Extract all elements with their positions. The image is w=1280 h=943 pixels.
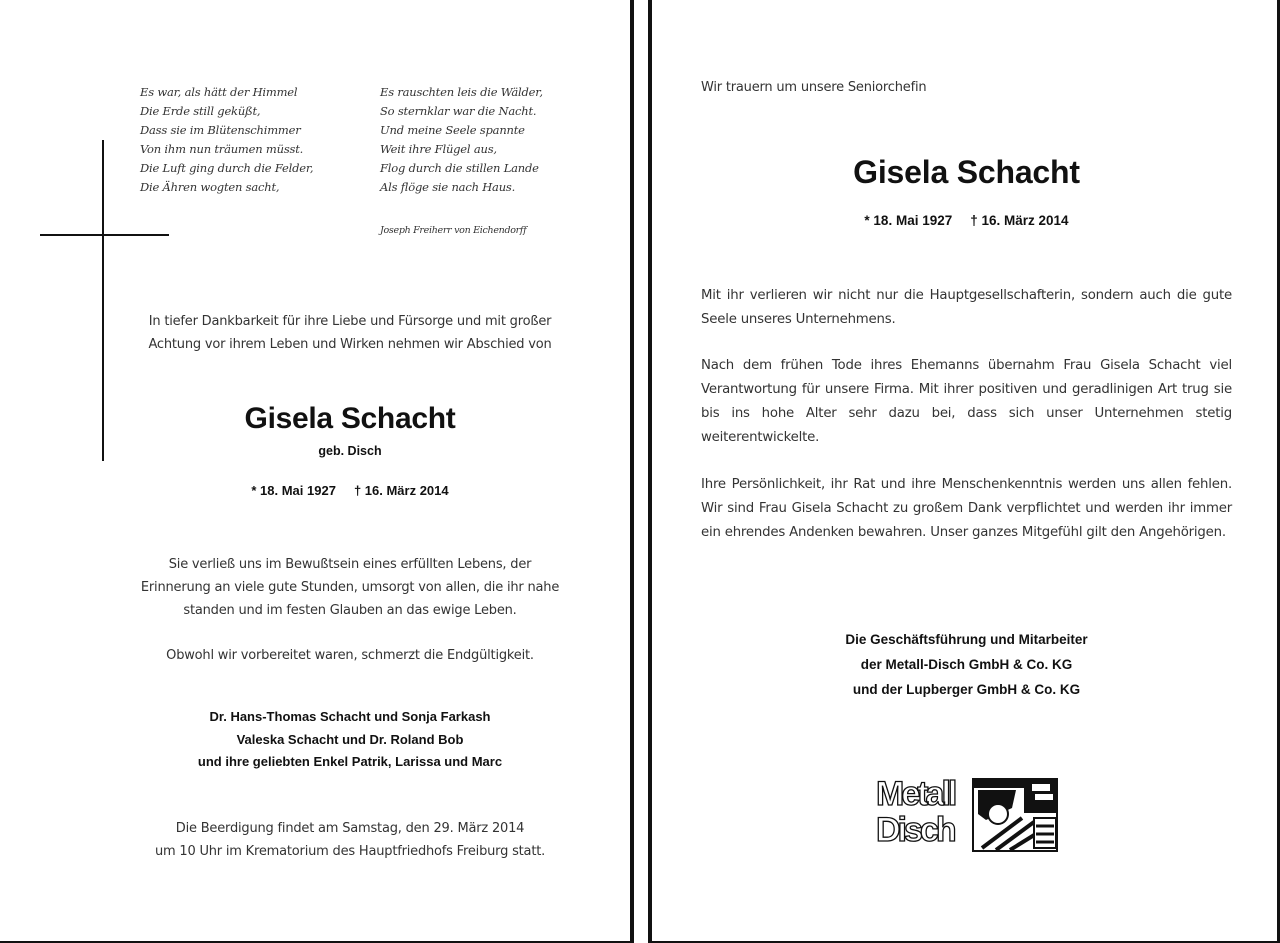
birth-date: * 18. Mai 1927 [864, 213, 953, 228]
logo-emblem-icon [972, 778, 1060, 854]
text-line: um 10 Uhr im Krematorium des Hauptfriedhofs Freiburg statt. [154, 844, 546, 859]
text-line: Die Beerdigung findet am Samstag, den 29. März 2014 [175, 821, 525, 836]
text-line: Achtung vor ihrem Leben und Wirken nehmen wir Abschied von [148, 337, 552, 352]
birth-date: * 18. Mai 1927 [251, 483, 336, 498]
death-date: † 16. März 2014 [353, 483, 449, 498]
mourners-list [120, 706, 580, 774]
poem-left-stanza [140, 83, 313, 197]
life-dates [701, 213, 1232, 228]
poem-line: Dass sie im Blütenschimmer [140, 123, 301, 137]
cross-icon-bar [40, 234, 169, 236]
poem-line: Es war, als hätt der Himmel [140, 85, 298, 99]
poem-line: Die Erde still geküßt, [140, 104, 261, 118]
mourner-line: und ihre geliebten Enkel Patrik, Larissa und Marc [197, 754, 503, 769]
cross-icon [102, 140, 104, 461]
text-line: Sie verließ uns im Bewußtsein eines erfüllten Lebens, der [168, 557, 532, 572]
mourner-line: Valeska Schacht und Dr. Roland Bob [236, 731, 464, 747]
notice-paragraph: Nach dem frühen Tode ihres Ehemanns übernahm Frau Gisela Schacht viel Verantwortung für unsere Firma. Mit ihrer positiven und geradlinigen Art trug sie bis ins hohe Alter sehr dazu bei, dass sich unser Unternehmen stetig weiterentwickelte. [701, 358, 1232, 445]
logo-word: Metall [876, 775, 955, 813]
poem-line: Es rauschten leis die Wälder, [380, 85, 543, 99]
left-obituary-page [0, 0, 634, 943]
obituary-body [120, 553, 580, 622]
logo-word: Disch [876, 811, 954, 849]
company-signature [701, 627, 1232, 702]
text-line: Erinnerung an viele gute Stunden, umsorgt von allen, die ihr nahe [140, 580, 560, 595]
notice-paragraph: Mit ihr verlieren wir nicht nur die Hauptgesellschafterin, sondern auch die gute Seele unseres Unternehmens. [701, 288, 1232, 327]
birth-name: geb. Disch [318, 444, 382, 458]
poem-right-stanza [380, 83, 543, 197]
text-line: standen und im festen Glauben an das ewige Leben. [183, 603, 517, 618]
notice-intro: Wir trauern um unsere Seniorchefin [701, 80, 927, 95]
life-dates [120, 483, 580, 498]
poem-author: Joseph Freiherr von Eichendorff [380, 225, 527, 236]
poem-line: So sternklar war die Nacht. [380, 104, 537, 118]
metall-disch-logo [876, 776, 1062, 854]
obituary-closing-line: Obwohl wir vorbereitet waren, schmerzt die Endgültigkeit. [166, 648, 534, 663]
poem-line: Flog durch die stillen Lande [380, 161, 539, 175]
gratitude-text [120, 310, 580, 356]
text-line: In tiefer Dankbarkeit für ihre Liebe und Fürsorge und mit großer [148, 314, 552, 329]
poem-line: Als flöge sie nach Haus. [380, 180, 516, 194]
poem-line: Die Ähren wogten sacht, [140, 180, 280, 194]
poem-line: Von ihm nun träumen müsst. [140, 142, 304, 156]
mourner-line: Dr. Hans-Thomas Schacht und Sonja Farkash [209, 709, 491, 724]
signature-line: Die Geschäftsführung und Mitarbeiter [845, 632, 1088, 647]
notice-paragraph: Ihre Persönlichkeit, ihr Rat und ihre Menschenkenntnis werden uns allen fehlen. Wir sind Frau Gisela Schacht zu großem Dank verpflichtet und werden ihr immer ein ehrendes Andenken bewahren. Unser ganzes Mitgefühl gilt den Angehörigen. [701, 477, 1232, 540]
signature-line: und der Lupberger GmbH & Co. KG [852, 682, 1081, 697]
poem-line: Und meine Seele spannte [380, 123, 525, 137]
signature-line: der Metall-Disch GmbH & Co. KG [860, 657, 1073, 672]
right-company-notice-page [648, 0, 1280, 943]
death-date: † 16. März 2014 [970, 213, 1069, 228]
poem-line: Die Luft ging durch die Felder, [140, 161, 314, 175]
funeral-notice [120, 817, 580, 863]
logo-wordmark [876, 776, 954, 848]
deceased-name: Gisela Schacht [853, 154, 1080, 190]
deceased-name: Gisela Schacht [244, 402, 456, 435]
poem-line: Weit ihre Flügel aus, [380, 142, 497, 156]
